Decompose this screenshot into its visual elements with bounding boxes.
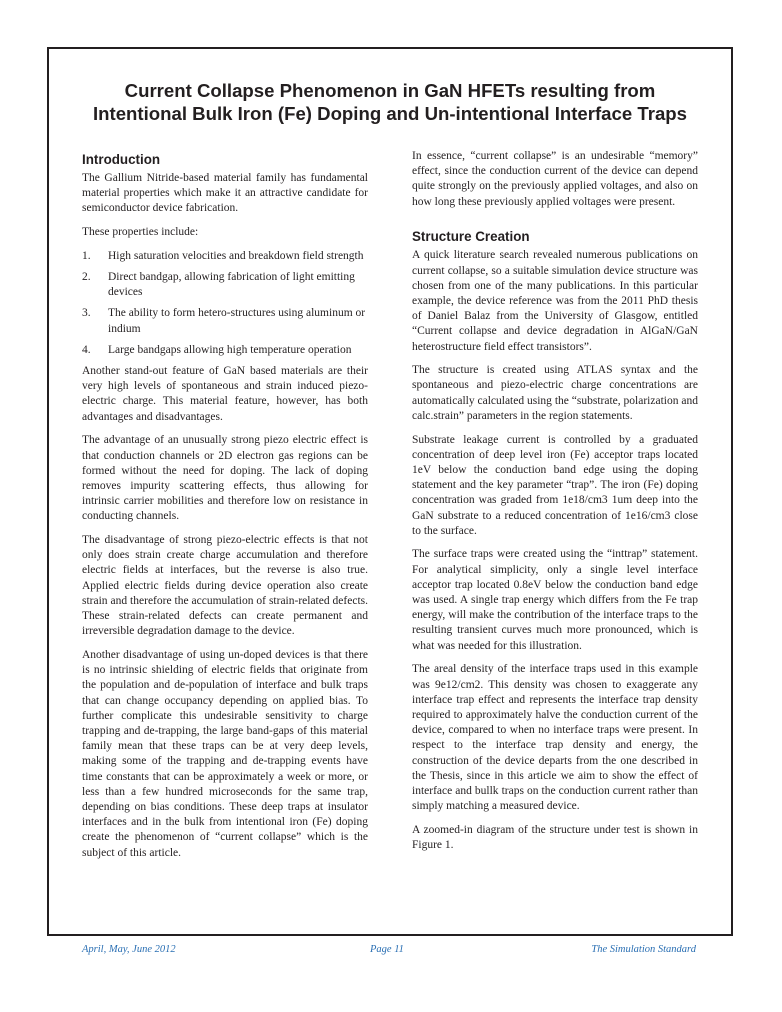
paragraph: The structure is created using ATLAS syntax and the spontaneous and piezo-electric charge concentrations are automatically calculated using the “substrate, polarization and calc.strain” parameters in the region statements. [412, 364, 698, 422]
list-text: Large bandgaps allowing high temperature operation [108, 343, 352, 356]
paragraph: The surface traps were created using the “inttrap” statement. For analytical simplicity, only a single level interface acceptor trap located 0.8eV below the conduction band edge was used. A single trap energy which differs from the Fe trap energy, will make the contribution of the interface traps to the resulting transient curves much more pronounced, which is what was needed for this illustration. [412, 548, 698, 652]
footer-date: April, May, June 2012 [82, 944, 176, 955]
list-item [82, 249, 368, 264]
paragraph: The disadvantage of strong piezo-electric effects is that not only does strain create charge accumulation and therefore electric fields at interfaces, but the reverse is also true. Applied electric fields during device operation also create strain and therefore the accumulation of strain-related defects. These strain-related defects can create permanent and irreversible degradation damage to the device. [82, 534, 368, 638]
title-line-1: Current Collapse Phenomenon in GaN HFETs resulting from [124, 80, 656, 101]
paragraph: In essence, “current collapse” is an undesirable “memory” effect, since the conduction current of the device can depend quite strongly on the previously applied voltages, and also on how long these previously applied voltages were present. [412, 150, 698, 208]
paragraph: Substrate leakage current is controlled by a graduated concentration of deep level iron (Fe) acceptor traps located 1eV below the conduction band edge using the doping statement and the key parameter “trap”. The iron (Fe) doping concentration was graded from 1e18/cm3 1um deep into the GaN substrate to a reduced concentration of 1e16/cm3 close to the surface. [412, 433, 698, 537]
list-number: 1. [82, 249, 91, 262]
right-column [412, 149, 698, 862]
list-item [82, 306, 368, 336]
article-title [49, 79, 731, 125]
footer-page-number: Page 11 [370, 944, 404, 955]
paragraph: Another stand-out feature of GaN based materials are their very high levels of spontaneous and strain induced piezo-electric charge. This material feature, however, has both advantages and disadvantages. [82, 365, 368, 423]
list-item [82, 270, 368, 300]
list-number: 3. [82, 307, 91, 320]
page-frame [47, 47, 733, 936]
paragraph: The Gallium Nitride-based material family has fundamental material properties which make it an attractive candidate for semiconductor device fabrication. [82, 172, 368, 215]
paragraph: A quick literature search revealed numerous publications on current collapse, so a suitable simulation device structure was chosen from one of the many publications. In this particular example, the device reference was from the 2011 PhD thesis of Daniel Balaz from the University of Glasgow, entitled “Current collapse and device degradation in AlGaN/GaN heterostructure field effect transistors”. [412, 249, 698, 353]
structure-creation-heading: Structure Creation [412, 229, 530, 245]
left-column [82, 151, 368, 869]
title-line-2: Intentional Bulk Iron (Fe) Doping and Un-intentional Interface Traps [93, 103, 687, 124]
introduction-heading: Introduction [82, 152, 161, 167]
list-number: 4. [82, 343, 91, 356]
list-number: 2. [82, 271, 91, 284]
paragraph: A zoomed-in diagram of the structure under test is shown in Figure 1. [412, 823, 698, 852]
paragraph: The advantage of an unusually strong piezo electric effect is that conduction channels or 2D electron gas regions can be formed without the need for doping. The lack of doping removes impurity scattering effects, thus allowing for intrinsic carrier mobilities and therefore low on resistance in conducting channels. [82, 434, 368, 523]
paragraph: These properties include: [82, 226, 199, 239]
properties-list [82, 249, 368, 358]
list-text: The ability to form hetero-structures using aluminum or indium [108, 307, 366, 335]
paragraph: The areal density of the interface traps used in this example was 9e12/cm2. This density was chosen to exaggerate any interface trap effect and represents the interface trap density required to approximately halve the conduction current of the device, compared to when no interface traps were present. In respect to the interface trap density and energy, the construction of the device departs from the one described in the Thesis, since in this article we aim to show the effect of interface and bullk traps on the conduction current rather than simply matching a measured device. [412, 663, 698, 813]
list-text: High saturation velocities and breakdown field strength [108, 249, 364, 262]
footer-publication: The Simulation Standard [591, 944, 696, 955]
list-text: Direct bandgap, allowing fabrication of light emitting devices [108, 271, 355, 299]
list-item [82, 343, 368, 358]
paragraph: Another disadvantage of using un-doped devices is that there is no intrinsic shielding of electric fields that originate from the population and de-population of interface and bulk traps that can change occupancy depending on applied bias. To further complicate this undesirable sensitivity to charge trapping and de-trapping, the large band-gaps of this material family mean that these traps can be at very deep levels, making some of the trapping and de-trapping events have time constants that can be approximately a week or more, or less than a few hundred microseconds for the same trap, depending on bias conditions. These deep traps at insulator interfaces and in the bulk from intentional iron (Fe) doping create the phenomenon of “current collapse” which is the subject of this article. [82, 648, 368, 859]
